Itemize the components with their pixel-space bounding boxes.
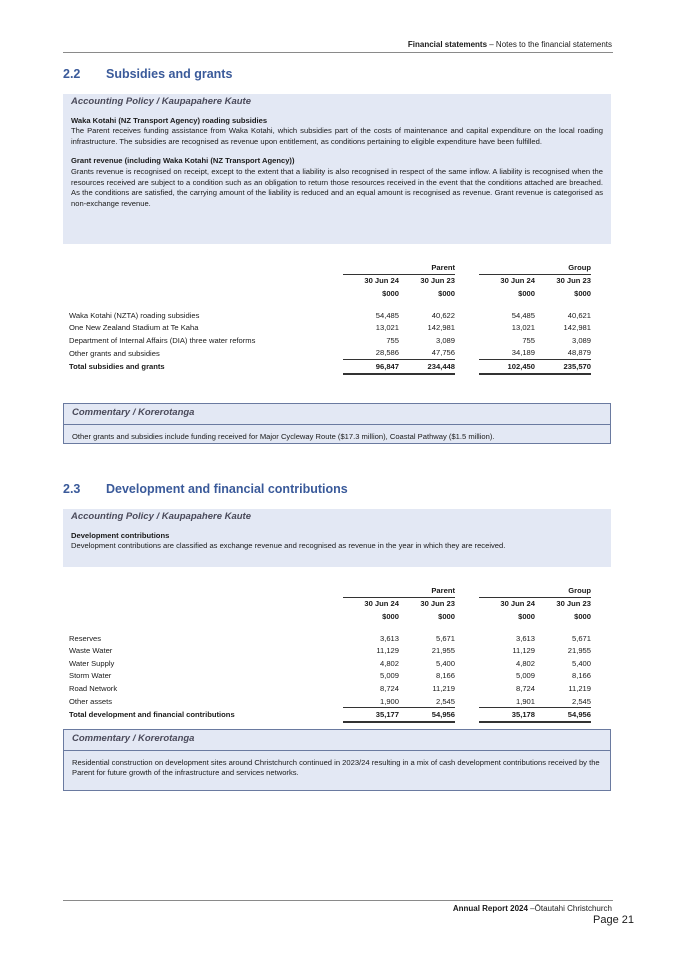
cell-value: 11,129	[376, 646, 399, 656]
cell-value: 5,400	[435, 658, 455, 668]
commentary-text: Residential construction on development sites around Christchurch continued in 2023/24 resulting in a mix of cash development contributions received by the Parent for future growth of the infrastructure and services networks.	[72, 757, 600, 778]
cell-value: 755	[522, 335, 535, 345]
policy-text: Grants revenue is recognised on receipt, except to the extent that a liability is also recognised in respect of the same inflow. A liability is recognised when the resources received are subject to a condition such as an obligation to return those resources received in the event that the conditions attached are breached. As the conditions are satisfied, the carrying amount of the liability is reduced and an equal amount is recognised as revenue. Grant revenue is categorised as non-exchange revenue.	[71, 166, 603, 208]
table-row	[69, 670, 591, 683]
section-heading-2-2	[63, 67, 232, 81]
col-header: 30 Jun 24	[364, 599, 399, 609]
table-row	[69, 657, 591, 670]
cell-value: 21,955	[431, 646, 455, 656]
cell-value: 3,089	[435, 335, 455, 345]
group-label-parent: Parent	[343, 261, 455, 274]
row-label: Other assets	[69, 696, 113, 706]
col-unit: $000	[574, 288, 591, 298]
cell-value: 28,586	[375, 348, 399, 358]
cell-value: 13,021	[511, 323, 535, 333]
cell-value: 5,671	[435, 633, 455, 643]
subsidies-grants-table	[69, 261, 591, 375]
running-header	[408, 40, 612, 49]
col-unit: $000	[518, 288, 535, 298]
section-title: Subsidies and grants	[106, 67, 233, 81]
cell-value: 4,802	[515, 658, 535, 668]
table-row	[69, 309, 591, 322]
cell-value: 34,189	[511, 348, 535, 358]
policy-title: Accounting Policy / Kaupapahere Kaute	[71, 96, 252, 107]
cell-value: 40,621	[567, 310, 591, 320]
cell-value: 1,901	[515, 696, 535, 706]
section-heading-2-3	[63, 482, 348, 496]
row-label: One New Zealand Stadium at Te Kaha	[69, 323, 199, 333]
policy-paragraph	[71, 156, 603, 209]
cell-value: 40,622	[431, 310, 455, 320]
total-value: 102,450	[479, 360, 535, 374]
col-unit: $000	[574, 611, 591, 621]
policy-title: Accounting Policy / Kaupapahere Kaute	[71, 511, 252, 522]
col-unit: $000	[438, 611, 455, 621]
table-row	[69, 682, 591, 695]
table-total-row	[69, 708, 591, 722]
cell-value: 1,900	[379, 696, 399, 706]
group-label-parent: Parent	[343, 584, 455, 597]
table-row	[69, 347, 591, 360]
row-label: Reserves	[69, 633, 102, 643]
col-header: 30 Jun 23	[420, 599, 455, 609]
table-row	[69, 632, 591, 645]
cell-value: 2,545	[571, 696, 591, 706]
commentary-title: Commentary / Korerotanga	[64, 404, 610, 425]
total-value: 96,847	[343, 360, 399, 374]
cell-value: 755	[386, 335, 399, 345]
page-number: Page 21	[593, 914, 634, 926]
col-header: 30 Jun 24	[500, 599, 535, 609]
col-header: 30 Jun 23	[556, 599, 591, 609]
accounting-policy-box-2-3	[63, 509, 611, 567]
row-label: Storm Water	[69, 671, 112, 681]
cell-value: 3,089	[571, 335, 591, 345]
total-value: 35,178	[479, 708, 535, 722]
cell-value: 5,671	[571, 633, 591, 643]
cell-value: 5,009	[379, 671, 399, 681]
table-total-row	[69, 360, 591, 374]
col-unit: $000	[518, 611, 535, 621]
row-label: Other grants and subsidies	[69, 348, 160, 358]
table-row	[69, 695, 591, 708]
table-row	[69, 321, 591, 334]
row-label: Waste Water	[69, 646, 113, 656]
cell-value: 8,166	[571, 671, 591, 681]
policy-paragraph	[71, 116, 603, 148]
footer-rest: –Ōtautahi Christchurch	[527, 904, 612, 913]
cell-value: 3,613	[515, 633, 535, 643]
table-row	[69, 334, 591, 347]
cell-value: 54,485	[511, 310, 535, 320]
col-unit: $000	[382, 288, 399, 298]
total-value: 54,956	[535, 708, 591, 722]
development-contributions-table	[69, 584, 591, 723]
policy-subheading: Waka Kotahi (NZ Transport Agency) roading subsidies	[71, 115, 268, 125]
col-unit: $000	[438, 288, 455, 298]
total-value: 235,570	[535, 360, 591, 374]
cell-value: 5,009	[515, 671, 535, 681]
cell-value: 11,129	[512, 646, 535, 656]
total-label: Total subsidies and grants	[69, 362, 165, 372]
cell-value: 48,879	[567, 348, 591, 358]
header-bold: Financial statements	[407, 40, 488, 49]
cell-value: 5,400	[571, 658, 591, 668]
table-col-header	[69, 597, 591, 610]
cell-value: 8,166	[435, 671, 455, 681]
cell-value: 4,802	[379, 658, 399, 668]
table-unit-header	[69, 287, 591, 300]
cell-value: 2,545	[435, 696, 455, 706]
row-label: Department of Internal Affairs (DIA) three water reforms	[69, 335, 256, 345]
group-label-group: Group	[479, 261, 591, 274]
section-number: 2.3	[63, 482, 81, 496]
total-label: Total development and financial contributions	[69, 710, 235, 720]
cell-value: 8,724	[515, 683, 535, 693]
col-unit: $000	[382, 611, 399, 621]
commentary-text: Other grants and subsidies include funding received for Major Cycleway Route ($17.3 million), Coastal Pathway ($1.5 million).	[72, 431, 495, 441]
total-value: 234,448	[399, 360, 455, 374]
group-label-group: Group	[479, 584, 591, 597]
header-rule	[63, 52, 613, 53]
col-header: 30 Jun 23	[420, 276, 455, 286]
policy-subheading: Grant revenue (including Waka Kotahi (NZ Transport Agency))	[71, 156, 295, 166]
table-unit-header	[69, 610, 591, 623]
policy-subheading: Development contributions	[71, 530, 170, 540]
cell-value: 21,955	[567, 646, 591, 656]
cell-value: 142,981	[427, 323, 455, 333]
cell-value: 11,219	[568, 683, 591, 693]
table-group-header	[69, 584, 591, 597]
cell-value: 8,724	[379, 683, 399, 693]
cell-value: 11,219	[432, 683, 455, 693]
cell-value: 3,613	[379, 633, 399, 643]
section-number: 2.2	[63, 67, 81, 81]
accounting-policy-box-2-2	[63, 94, 611, 244]
row-label: Water Supply	[69, 658, 115, 668]
col-header: 30 Jun 24	[364, 276, 399, 286]
policy-paragraph	[71, 531, 603, 552]
col-header: 30 Jun 24	[500, 276, 535, 286]
running-footer	[453, 904, 612, 913]
table-group-header	[69, 261, 591, 274]
cell-value: 142,981	[563, 323, 591, 333]
footer-bold: Annual Report 2024	[452, 904, 528, 913]
row-label: Road Network	[69, 683, 118, 693]
policy-text: Development contributions are classified as exchange revenue and recognised as revenue in the year in which they are received.	[71, 541, 506, 551]
total-value: 54,956	[399, 708, 455, 722]
table-col-header	[69, 274, 591, 287]
table-row	[69, 644, 591, 657]
commentary-title: Commentary / Korerotanga	[64, 730, 610, 751]
header-rest: – Notes to the financial statements	[487, 40, 612, 49]
total-value: 35,177	[343, 708, 399, 722]
cell-value: 47,756	[431, 348, 455, 358]
cell-value: 54,485	[375, 310, 399, 320]
section-title: Development and financial contributions	[106, 482, 348, 496]
policy-text: The Parent receives funding assistance from Waka Kotahi, which subsidies part of the costs of maintenance and capital expenditure on the local roading infrastructure. The subsidies are recognised as revenue upon entitlement, as conditions pertaining to eligible expenditure have been fulfilled.	[71, 126, 603, 146]
commentary-box-2-2	[63, 403, 611, 444]
footer-rule	[63, 900, 613, 901]
cell-value: 13,021	[375, 323, 399, 333]
row-label: Waka Kotahi (NZTA) roading subsidies	[69, 310, 200, 320]
commentary-box-2-3	[63, 729, 611, 791]
col-header: 30 Jun 23	[556, 276, 591, 286]
